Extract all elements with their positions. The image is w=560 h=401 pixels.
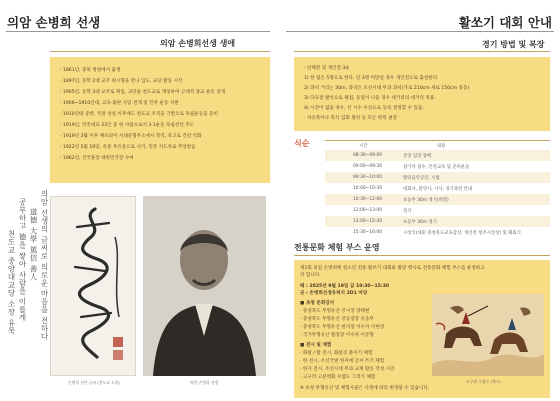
booth-item: · 고구려 고분벽화 수렵도 그리기 체험 — [300, 375, 376, 380]
booth-heading-rule — [294, 255, 550, 256]
rules-item: 1) 한 팀은 5명으로 한다. 단 3명 미만일 경우 개인전으로 출전한다. — [304, 76, 439, 81]
schedule-time: 10:30~12:00 — [353, 197, 382, 202]
booth-item: · 한지 전시, 조선시대 무과 교재 활동 작성 시연 — [300, 367, 395, 372]
booth-intro: 자 합니다. — [300, 273, 321, 278]
right-page-title: 활쏘기 대회 안내 — [458, 15, 552, 30]
rules-item: 3) 다득점 발석으로 채점, 동점이 나올 경우 대거리의 대거리 적용. — [304, 96, 436, 101]
booth-item: · 충청북도 무형유산 한지장 이수자 이현영 — [300, 325, 385, 330]
right-title-divider — [286, 31, 554, 32]
booth-intro: 제1회 의암 손병희배 청소년 전통 활쏘기 대회와 발맞 행사로 전통문화 체험 부스를 운영하고 — [300, 266, 485, 271]
bio-item: · 1905년, 동학 3대 교주로 취임, 교단을 천도교로 개칭하여 근대적 종교 운동 전개 — [60, 90, 226, 95]
schedule-row — [325, 172, 550, 183]
booth-subheading: ■ 전시 및 체험 — [300, 343, 332, 348]
rules-item: · 자유복이나 복식 입회 철칙 등 모든 한복 권장 — [304, 116, 398, 121]
schedule-row — [325, 227, 550, 238]
booth-subheading: ■ 초청 문화강사 — [300, 301, 335, 306]
schedule-time: 12:00~13:00 — [353, 208, 382, 213]
schedule-desc: 대회사, 환영사, 시사, 경기과련 안내 — [403, 187, 473, 192]
left-title-divider — [6, 31, 270, 32]
schedule-row — [325, 150, 550, 161]
schedule-time: 09:30~10:00 — [353, 175, 382, 180]
booth-heading: 전통문화 체험 부스 운영 — [294, 243, 380, 252]
rules-item: 2) 과녁 거리는 30m, 과녁은 조선시대 무과 과녁(가로 210cm 세로 150cm 흥동) — [304, 86, 470, 91]
schedule-col-time: 시간 — [359, 144, 368, 149]
schedule-time: 08:30~09:00 — [353, 153, 382, 158]
portrait-photo — [143, 196, 266, 376]
bio-item: · 1962년, 건국훈장 대한민국장 수여 — [60, 156, 134, 161]
vertical-line: 공부하고 德을 쌓아 사람을 이롭게 — [18, 198, 27, 322]
booth-where: 곳 : 손병희선생유허지 2D1 마당 — [300, 291, 368, 296]
schedule-desc: 참가자 접수, 안전교육 및 준비운동 — [403, 165, 470, 170]
schedule-row — [325, 183, 550, 194]
schedule-desc: 초등부 30m 경기 — [403, 220, 437, 225]
bio-item: · 1910년대 중반, 국권 상실 이후에도 천도교 조직을 기반으로 독립운동을 준비 — [60, 112, 218, 117]
vertical-calligraphy-text — [4, 190, 48, 390]
booth-when: 때 : 2025년 9월 19일 금 10:30~15:30 — [300, 284, 390, 289]
booth-item: · 한 전시, 조선국방 한지에 글씨 쓰기 체험 — [300, 359, 385, 364]
rules-heading: 경기 방법 및 복장 — [482, 40, 545, 49]
schedule-heading: 식순 — [294, 139, 310, 148]
booth-item: · 국가무형유산 활장장 이수자 이준형 — [300, 333, 374, 338]
schedule-row — [325, 216, 550, 227]
schedule-desc: 점식 — [403, 209, 412, 214]
left-page-title: 의암 손병희 선생 — [7, 15, 101, 30]
bio-heading-rule — [50, 51, 270, 52]
schedule-desc: 시상식(대회 충청북도교육감상, 개인전 청주시장상) 및 폐회식 — [403, 231, 521, 236]
bio-item: · 1919년, 민족대표 33인 중 한 사람으로서 3·1운동 독립선언 주도 — [60, 123, 195, 128]
hunting-mural-image — [432, 294, 544, 376]
rules-heading-rule — [294, 51, 550, 52]
schedule-row — [325, 205, 550, 216]
bio-item: · 1919년 3월 이후 체포되어 서대문형무소에서 복역, 옥고로 건강 악화 — [60, 134, 202, 139]
schedule-time: 09:00~09:30 — [353, 164, 382, 169]
booth-item: · 충청북도 무형유산 궁시장 양태현 — [300, 309, 370, 314]
vertical-line: 道德 大學 篤信 善人 — [29, 208, 38, 281]
schedule-table — [325, 140, 550, 236]
schedule-time: 15:30~16:00 — [353, 230, 382, 235]
booth-box — [294, 260, 550, 398]
schedule-header-row — [325, 141, 550, 150]
bio-item: · 1906~1910년대, 교육·출판 사업 전개 및 민족 운동 지원 — [60, 101, 179, 106]
bio-heading: 의암 손병희선생 생애 — [160, 39, 236, 48]
calligraphy-scroll-image — [50, 196, 136, 376]
mural-caption: 고구려 수렵도 (예시) — [466, 379, 501, 384]
hunting-mural-drawing — [432, 294, 544, 376]
vertical-line: 천도교 중앙대교당 소장 유묵 — [7, 230, 16, 335]
booth-item: · 충청북도 무형유산 궁동장장 유웅무 — [300, 317, 374, 322]
vertical-line: 의암 선생의 글씨로 의로운 마음을 전하다 — [40, 190, 49, 341]
schedule-time: 10:00~10:30 — [353, 186, 382, 191]
rules-item: · 단체전 및 개인전 3순 — [304, 66, 350, 71]
schedule-row — [325, 194, 550, 205]
schedule-desc: 궁장 입장 참배 — [403, 154, 432, 159]
calligraphy-caption: 손병희 선본 글씨 (천도교 소장) — [68, 380, 120, 385]
portrait-figure — [143, 196, 266, 376]
rules-item: 4) 시간이 없을 경우, 선 시수 우선으로 등록 결정할 수 있음. — [304, 106, 424, 111]
booth-item: · 화살 / 활 전시, 화살깃 붙이기 체험 — [300, 351, 373, 356]
bio-item: · 1897년, 동학 2대 교주 최시형을 만나 입도, 교단 활동 시작 — [60, 79, 183, 84]
schedule-col-desc: 내용 — [437, 144, 446, 149]
rules-box — [294, 57, 550, 131]
bio-item: · 1922년 5월 19일, 옥중 후유증으로 서거, 민족 지도자로 추앙받음 — [60, 145, 196, 150]
bio-item: · 1861년, 충북 청원에서 출생 — [60, 68, 121, 73]
schedule-row — [325, 161, 550, 172]
bio-box — [50, 57, 270, 183]
schedule-time: 13:00~15:30 — [353, 219, 382, 224]
calligraphy-brush-strokes — [51, 197, 136, 376]
schedule-desc: 활터음악공연, 시범 — [403, 176, 440, 181]
portrait-caption: 의암 손병희 선생 — [190, 380, 219, 385]
schedule-desc: 초등부 30m 경기(희망) — [403, 198, 449, 203]
booth-note: ※ 초청 무형유산 및 체험사물은 사정에 따라 변경될 수 있습니다. — [300, 386, 430, 391]
